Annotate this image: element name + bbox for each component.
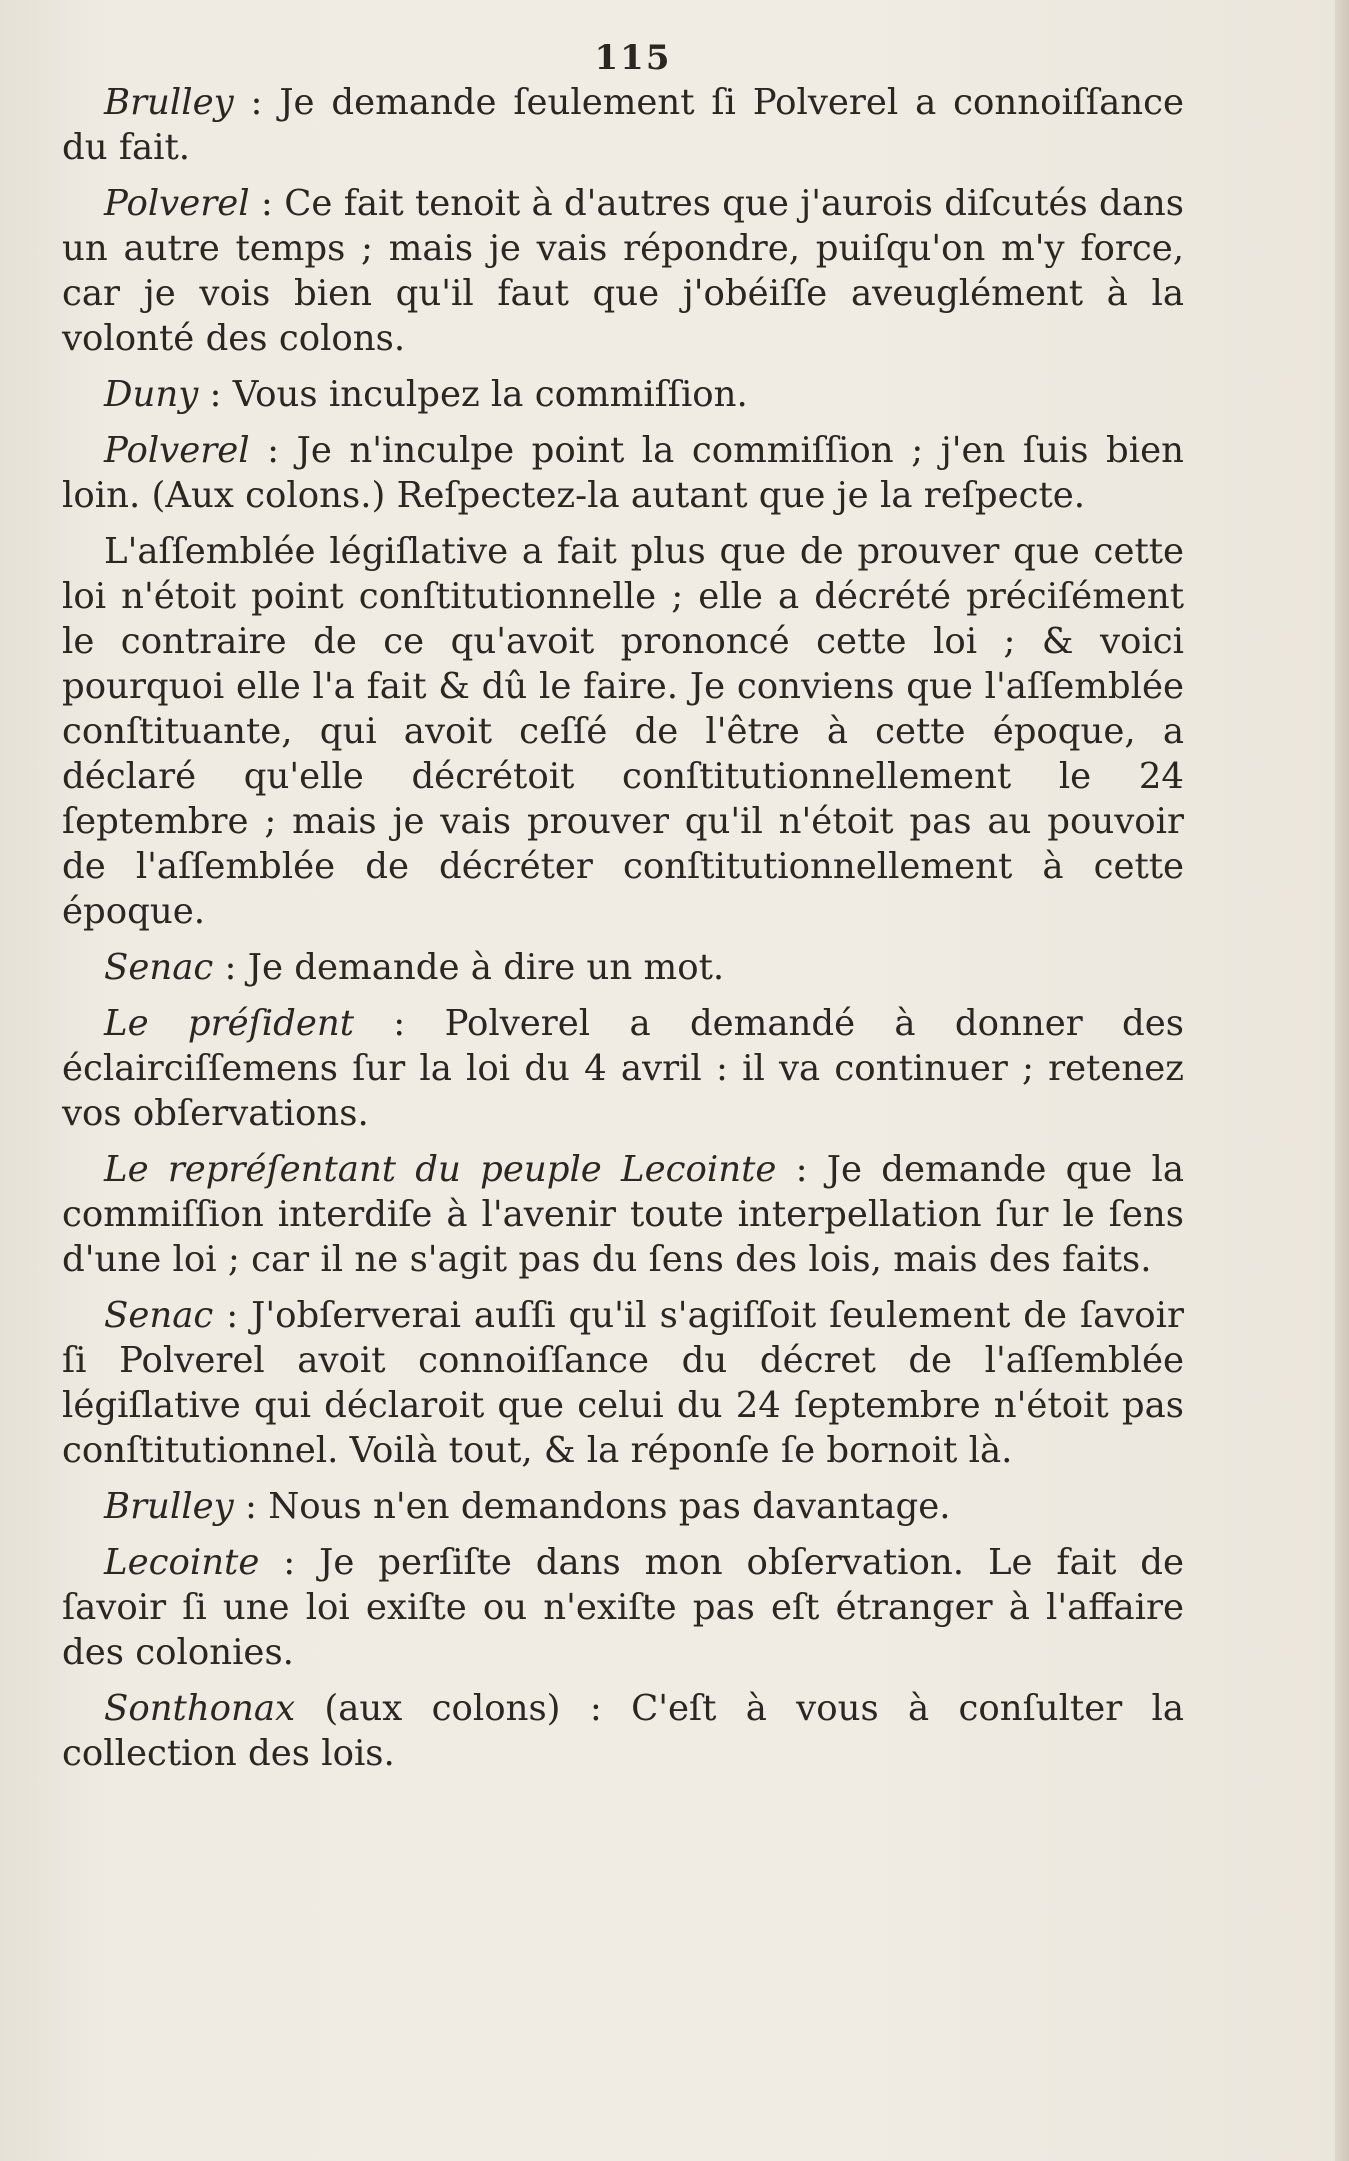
speech-text: (aux colons) : C'eſt à vous à conſulter la collection des lois.: [62, 1688, 1184, 1774]
speaker-name: Polverel: [104, 183, 250, 224]
paragraph: [62, 945, 1184, 990]
speaker-name: Senac: [104, 947, 214, 988]
speech-text: : Nous n'en demandons pas davantage.: [233, 1486, 951, 1527]
page-number: 115: [594, 38, 672, 78]
paragraph: [62, 1540, 1184, 1675]
speech-text: : Polverel a demandé à donner des éclairciſſemens ſur la loi du 4 avril : il va continuer ; retenez vos obſervations.: [62, 1003, 1184, 1134]
speaker-name: Duny: [104, 374, 199, 415]
paragraph: [62, 372, 1184, 417]
speaker-name: Sonthonax: [104, 1688, 296, 1729]
paragraph: [62, 1293, 1184, 1473]
speaker-name: Brulley: [104, 82, 234, 123]
speaker-name: Senac: [104, 1295, 214, 1336]
paragraph: [62, 1484, 1184, 1529]
paragraph: [62, 1686, 1184, 1776]
page-edge: [1335, 0, 1349, 2161]
paragraph: [62, 529, 1184, 934]
speech-text: : Je demande à dire un mot.: [213, 947, 725, 988]
speech-text: : J'obſerverai auſſi qu'il s'agiſſoit ſeulement de ſavoir ſi Polverel avoit connoiſſance du décret de l'aſſemblée légiſlative qui déclaroit que celui du 24 ſeptembre n'étoit pas conſtitutionnel. Voilà tout, & la réponſe ſe bornoit là.: [62, 1295, 1184, 1471]
paragraph: [62, 428, 1184, 518]
speaker-name: Le préſident: [104, 1003, 354, 1044]
speech-text: : Je n'inculpe point la commiſſion ; j'en ſuis bien loin. (Aux colons.) Reſpectez-la autant que je la reſpecte.: [62, 430, 1184, 516]
text-block: [62, 38, 1184, 1787]
speech-text: : Vous inculpez la commiſſion.: [198, 374, 748, 415]
speaker-name: Polverel: [104, 430, 250, 471]
speech-text: : Je demande que la commiſſion interdiſe à l'avenir toute interpellation ſur le ſens d'une loi ; car il ne s'agit pas du ſens des lois, mais des faits.: [62, 1149, 1185, 1280]
speaker-name: Lecointe: [104, 1542, 260, 1583]
speech-text: : Ce fait tenoit à d'autres que j'aurois diſcutés dans un autre temps ; mais je vais répondre, puiſqu'on m'y force, car je vois bien qu'il faut que j'obéiſſe aveuglément à la volonté des colons.: [62, 183, 1184, 359]
speech-text: : Je demande ſeulement ſi Polverel a connoiſſance du fait.: [62, 82, 1184, 168]
speech-text: L'aſſemblée légiſlative a fait plus que de prouver que cette loi n'étoit point conſtitutionnelle ; elle a décrété préciſément le contraire de ce qu'avoit prononcé cette loi ; & voici pourquoi elle l'a fait & dû le faire. Je conviens que l'aſſemblée conſtituante, qui avoit ceſſé de l'être à cette époque, a déclaré qu'elle décrétoit conſtitutionnellement le 24 ſeptembre ; mais je vais prouver qu'il n'étoit pas au pouvoir de l'aſſemblée de décréter conſtitutionnellement à cette époque.: [62, 531, 1184, 932]
speech-text: : Je perſiſte dans mon obſervation. Le fait de ſavoir ſi une loi exiſte ou n'exiſte pas eſt étranger à l'affaire des colonies.: [62, 1542, 1184, 1673]
speaker-name: Le repréſentant du peuple Lecointe: [104, 1149, 777, 1190]
paragraph: [62, 1147, 1184, 1282]
paragraph: [62, 80, 1184, 170]
paragraph: [62, 1001, 1184, 1136]
speaker-name: Brulley: [104, 1486, 234, 1527]
paragraph: [62, 181, 1184, 361]
